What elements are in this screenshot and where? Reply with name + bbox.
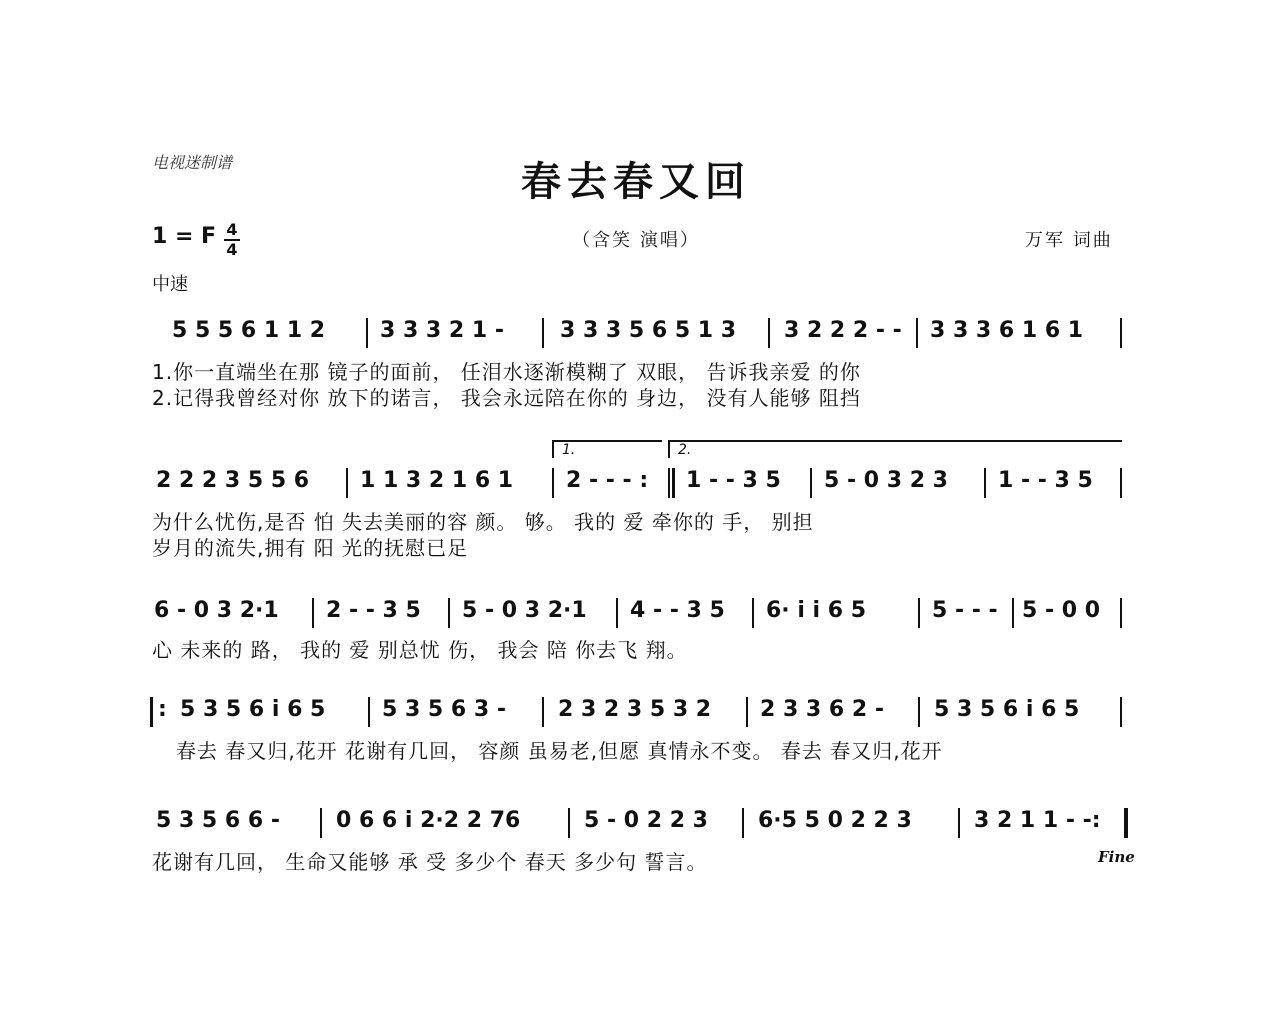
barline bbox=[1120, 697, 1122, 727]
measure: 2 3 2 3 5 3 2 bbox=[558, 697, 712, 722]
measure: 6 - 0 3 2·1 bbox=[154, 598, 279, 623]
lyrics-verse-1: 1.你一直端坐在那 镜子的面前， 任泪水逐渐模糊了 双眼， 告诉我亲爱 的你 bbox=[152, 360, 861, 384]
barline bbox=[1012, 598, 1014, 628]
measure: 5 - - - bbox=[932, 598, 998, 623]
lyrics: 花谢有几回， 生命又能够 承 受 多少个 春天 多少句 誓言。 bbox=[152, 850, 708, 874]
barline bbox=[312, 598, 314, 628]
time-signature-bottom: 4 bbox=[226, 240, 238, 259]
measure: 1 - - 3 5 bbox=[998, 468, 1093, 493]
song-title: 春去春又回 bbox=[521, 158, 751, 205]
score-system-1 bbox=[0, 318, 1272, 408]
measure: 5 3 5 6 3 - bbox=[382, 697, 506, 722]
measure: 1 - - 3 5 bbox=[686, 468, 781, 493]
barline bbox=[984, 468, 986, 498]
score-system-4 bbox=[0, 697, 1272, 767]
repeat-barline-thick bbox=[672, 468, 675, 498]
barline bbox=[346, 468, 348, 498]
measure: 2 - - 3 5 bbox=[326, 598, 421, 623]
barline bbox=[552, 468, 554, 498]
tempo-marking: 中速 bbox=[152, 274, 188, 295]
repeat-start-dots: : bbox=[158, 697, 167, 722]
measure: 5 3 5 6 i 6 5 bbox=[180, 697, 326, 722]
measure: 3 3 3 2 1 - bbox=[380, 318, 504, 343]
barline bbox=[1120, 468, 1122, 498]
barline bbox=[1120, 318, 1122, 348]
barline bbox=[768, 318, 770, 348]
measure: 6·5 5 0 2 2 3 bbox=[758, 808, 912, 833]
arranger-credit: 电视迷制谱 bbox=[152, 153, 233, 172]
barline bbox=[448, 598, 450, 628]
lyrics: 春去 春又归,花开 花谢有几回， 容颜 虽易老,但愿 真情永不变。 春去 春又归,花开 bbox=[176, 739, 943, 763]
measure: 1 1 3 2 1 6 1 bbox=[360, 468, 514, 493]
measure: 5 - 0 3 2 3 bbox=[824, 468, 948, 493]
lyrics-verse-2: 2.记得我曾经对你 放下的诺言， 我会永远陪在你的 身边， 没有人能够 阻挡 bbox=[152, 386, 861, 410]
lyricist-credit: 万军 词曲 bbox=[1025, 230, 1113, 251]
barline bbox=[916, 318, 918, 348]
barline bbox=[568, 808, 570, 838]
measure: 5 3 5 6 i 6 5 bbox=[934, 697, 1080, 722]
repeat-barline bbox=[668, 468, 670, 498]
measure: 5 - 0 2 2 3 bbox=[584, 808, 708, 833]
barline bbox=[752, 598, 754, 628]
barline bbox=[542, 318, 544, 348]
volta-2-label: 2. bbox=[678, 442, 692, 458]
barline bbox=[958, 808, 960, 838]
barline bbox=[918, 697, 920, 727]
measure: 3 3 3 6 1 6 1 bbox=[930, 318, 1084, 343]
measure: 6· i i 6 5 bbox=[766, 598, 866, 623]
fine-marking: Fine bbox=[1098, 848, 1135, 866]
volta-second-ending bbox=[668, 440, 1122, 458]
key-signature: 1 = F bbox=[152, 224, 217, 249]
repeat-start-barline bbox=[150, 697, 153, 727]
measure: 2 - - - : bbox=[566, 468, 649, 493]
barline bbox=[368, 697, 370, 727]
measure: 3 2 2 2 - - bbox=[784, 318, 902, 343]
barline bbox=[542, 697, 544, 727]
final-barline bbox=[1124, 808, 1128, 838]
measure: 5 3 5 6 6 - bbox=[156, 808, 280, 833]
volta-1-label: 1. bbox=[562, 442, 576, 458]
measure: 4 - - 3 5 bbox=[630, 598, 725, 623]
measure: 5 - 0 3 2·1 bbox=[462, 598, 587, 623]
measure: 5 5 5 6 1 1 2 bbox=[172, 318, 326, 343]
barline bbox=[742, 808, 744, 838]
barline bbox=[366, 318, 368, 348]
singer-credit: （含笑 演唱） bbox=[572, 230, 700, 251]
measure: 0 6 6 i 2·2 2 76 bbox=[336, 808, 521, 833]
lyrics: 心 未来的 路， 我的 爱 别总忧 伤， 我会 陪 你去飞 翔。 bbox=[152, 638, 688, 662]
score-system-2 bbox=[0, 468, 1272, 558]
barline bbox=[616, 598, 618, 628]
barline bbox=[918, 598, 920, 628]
volta-first-ending bbox=[552, 440, 662, 458]
barline bbox=[320, 808, 322, 838]
lyrics-verse-2: 岁月的流失,拥有 阳 光的抚慰已足 bbox=[152, 536, 469, 560]
barline bbox=[810, 468, 812, 498]
measure: 3 3 3 5 6 5 1 3 bbox=[560, 318, 737, 343]
score-system-5 bbox=[0, 808, 1272, 878]
barline bbox=[1120, 598, 1122, 628]
measure: 2 3 3 6 2 - bbox=[760, 697, 884, 722]
barline bbox=[746, 697, 748, 727]
time-signature-top: 4 bbox=[226, 220, 238, 239]
measure: 5 - 0 0 bbox=[1022, 598, 1101, 623]
lyrics-verse-1: 为什么忧伤,是否 怕 失去美丽的容 颜。 够。 我的 爱 牵你的 手， 别担 bbox=[152, 510, 814, 534]
measure: 3 2 1 1 - -: bbox=[974, 808, 1101, 833]
measure: 2 2 2 3 5 5 6 bbox=[156, 468, 310, 493]
score-system-3 bbox=[0, 598, 1272, 668]
